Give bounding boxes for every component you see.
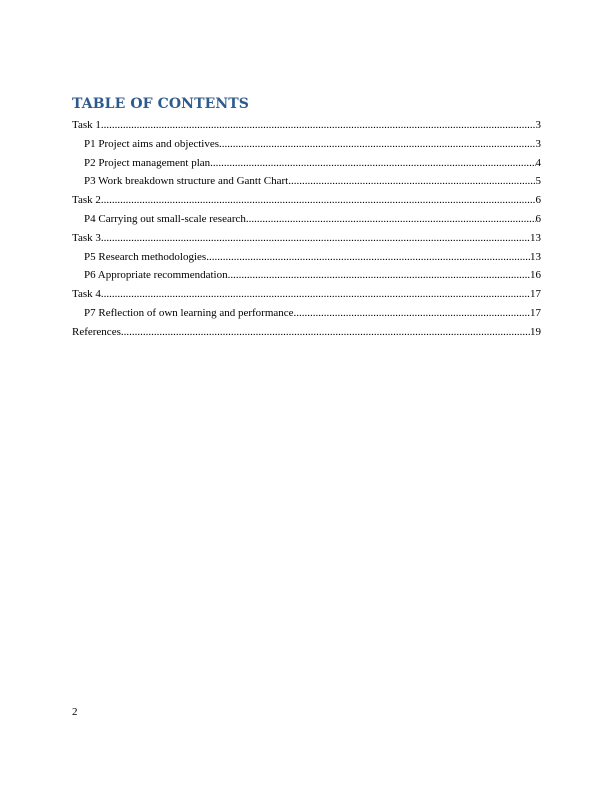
toc-entry-page: 5 [535, 175, 541, 188]
toc-entry-title: Task 1 [72, 119, 101, 131]
toc-entry-title: P6 Appropriate recommendation [84, 269, 228, 282]
toc-dot-leader [101, 285, 530, 304]
toc-entry-title: Task 3 [72, 231, 101, 244]
toc-entry-page: 17 [530, 306, 541, 319]
toc-dot-leader [246, 210, 536, 229]
toc-entry-page: 16 [530, 269, 541, 282]
toc-entry-title: References [72, 325, 121, 338]
toc-dot-leader [228, 266, 530, 285]
toc-entry-page: 19 [530, 325, 541, 338]
toc-entry-page: 3 [535, 119, 541, 131]
toc-entry-page: 13 [530, 231, 541, 244]
toc-entry-p3[interactable] [72, 172, 541, 191]
page-number: 2 [72, 706, 78, 718]
toc-entry-task-1[interactable] [72, 116, 541, 135]
toc-dot-leader [101, 116, 536, 135]
toc-entry-title: Task 4 [72, 288, 101, 301]
toc-entry-page: 3 [535, 137, 541, 150]
toc-dot-leader [206, 248, 530, 267]
toc-dot-leader [101, 191, 536, 210]
toc-entry-p1[interactable] [72, 135, 541, 154]
toc-dot-leader [294, 304, 530, 323]
toc-entry-title: Task 2 [72, 194, 101, 207]
toc-entry-task-2[interactable] [72, 191, 541, 210]
toc-list [72, 116, 541, 342]
toc-entry-title: P5 Research methodologies [84, 250, 207, 263]
toc-entry-page: 4 [535, 156, 541, 169]
toc-entry-title: P1 Project aims and objectives [84, 137, 220, 150]
toc-dot-leader [210, 154, 535, 173]
toc-entry-p6[interactable] [72, 266, 541, 285]
toc-dot-leader [101, 229, 530, 248]
toc-entry-page: 13 [530, 250, 541, 263]
toc-entry-title: P2 Project management plan [84, 156, 211, 169]
toc-entry-task-3[interactable] [72, 229, 541, 248]
toc-entry-page: 6 [535, 212, 541, 225]
toc-entry-page: 6 [535, 194, 541, 207]
toc-entry-p2[interactable] [72, 154, 541, 173]
toc-entry-p4[interactable] [72, 210, 541, 229]
toc-entry-p7[interactable] [72, 304, 541, 323]
toc-entry-p5[interactable] [72, 248, 541, 267]
toc-dot-leader [219, 135, 535, 154]
toc-entry-references[interactable] [72, 323, 541, 342]
toc-heading: TABLE OF CONTENTS [72, 96, 249, 112]
toc-dot-leader [288, 172, 535, 191]
toc-dot-leader [121, 323, 530, 342]
toc-entry-page: 17 [530, 288, 541, 301]
toc-entry-title: P3 Work breakdown structure and Gantt Chart [84, 175, 289, 188]
toc-entry-title: P4 Carrying out small-scale research [84, 212, 246, 225]
toc-entry-title: P7 Reflection of own learning and performance [84, 306, 294, 319]
toc-entry-task-4[interactable] [72, 285, 541, 304]
